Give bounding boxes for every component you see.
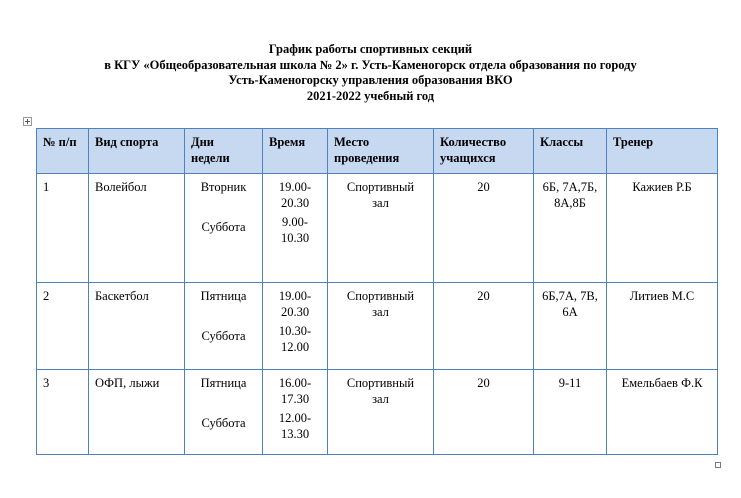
header-classes: Классы [534, 129, 607, 174]
header-place: Место проведения [328, 129, 434, 174]
table-row [37, 283, 718, 370]
heading-title: График работы спортивных секций [268, 42, 473, 56]
cell-days: Пятница Суббота [185, 370, 263, 455]
cell-classes: 6Б, 7А,7Б, 8А,8Б [534, 174, 607, 283]
cell-sport: Баскетбол [89, 283, 185, 370]
cell-time: 16.00- 17.30 12.00- 13.30 [263, 370, 328, 455]
cell-place: Спортивный зал [328, 370, 434, 455]
table-row [37, 174, 718, 283]
header-days: Дни недели [185, 129, 263, 174]
heading-school-year: 2021-2022 учебный год [306, 88, 435, 103]
heading-institution: в КГУ «Общеобразовательная школа № 2» г. Усть-Каменогорск отдела образования по городу [104, 57, 637, 72]
cell-trainer: Кажиев Р.Б [607, 174, 718, 283]
cell-classes: 6Б,7А, 7В, 6А [534, 283, 607, 370]
header-sport: Вид спорта [89, 129, 185, 174]
table-header-row [37, 129, 718, 174]
document-heading [0, 42, 741, 104]
cell-time: 19.00- 20.30 9.00- 10.30 [263, 174, 328, 283]
cell-sport: ОФП, лыжи [89, 370, 185, 455]
cell-place: Спортивный зал [328, 174, 434, 283]
cell-classes: 9-11 [534, 370, 607, 455]
cell-days: Вторник Суббота [185, 174, 263, 283]
cell-count: 20 [434, 283, 534, 370]
cell-time: 19.00- 20.30 10.30- 12.00 [263, 283, 328, 370]
cell-count: 20 [434, 370, 534, 455]
cell-trainer: Емельбаев Ф.К [607, 370, 718, 455]
cell-place: Спортивный зал [328, 283, 434, 370]
cell-trainer: Литиев М.С [607, 283, 718, 370]
cell-num: 1 [37, 174, 89, 283]
table-resize-handle-icon[interactable] [715, 462, 721, 468]
header-trainer: Тренер [607, 129, 718, 174]
cell-count: 20 [434, 174, 534, 283]
header-time: Время [263, 129, 328, 174]
table-move-handle-icon[interactable] [23, 117, 32, 126]
cell-num: 2 [37, 283, 89, 370]
cell-num: 3 [37, 370, 89, 455]
header-count: Количество учащихся [434, 129, 534, 174]
schedule-table [36, 128, 718, 455]
header-num: № п/п [37, 129, 89, 174]
table-row [37, 370, 718, 455]
cell-sport: Волейбол [89, 174, 185, 283]
heading-department: Усть-Каменогорску управления образования ВКО [228, 73, 513, 87]
cell-days: Пятница Суббота [185, 283, 263, 370]
